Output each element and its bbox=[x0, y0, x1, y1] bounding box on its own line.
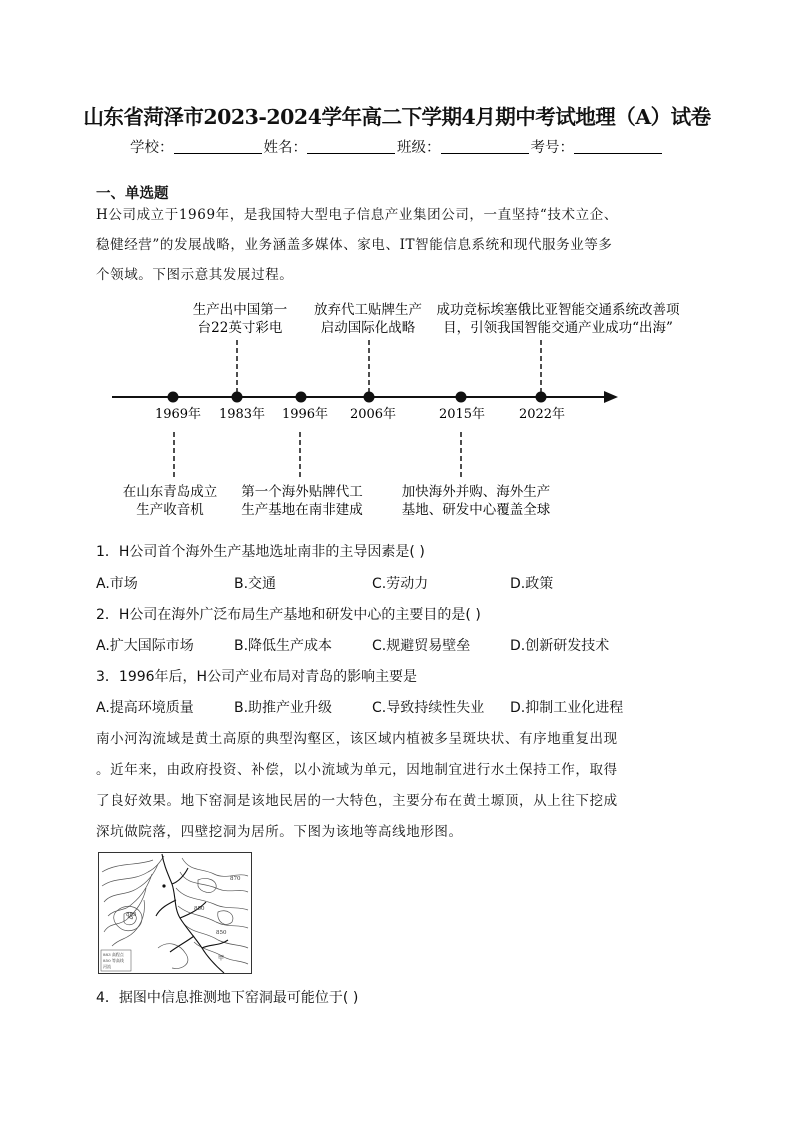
note-1996-line1: 第一个海外贴牌代工 bbox=[241, 484, 363, 500]
q3-option-b[interactable]: B.助推产业升级 bbox=[234, 700, 333, 716]
dot-1996 bbox=[296, 392, 307, 403]
note-2022-line2: 目，引领我国智能交通产业成功“出海” bbox=[443, 320, 673, 336]
note-2022-line1: 成功竞标埃塞俄比亚智能交通系统改善项 bbox=[436, 302, 680, 318]
note-2015-line2: 基地、研发中心覆盖全球 bbox=[401, 502, 551, 518]
school-label: 学校： bbox=[130, 140, 174, 156]
year-2015: 2015年 bbox=[438, 407, 486, 422]
timeline-arrowhead bbox=[604, 391, 618, 403]
year-2006: 2006年 bbox=[349, 407, 397, 422]
passage-1-line-3: 个领域。下图示意其发展过程。 bbox=[96, 267, 294, 283]
page-title: 山东省菏泽市2023-2024学年高二下学期4月期中考试地理（A）试卷 bbox=[83, 105, 711, 129]
question-3-stem: 3．1996年后，H公司产业布局对青岛的影响主要是 bbox=[96, 669, 418, 685]
note-1983-line1: 生产出中国第一 bbox=[192, 302, 288, 318]
passage-1-line-2: 稳健经营”的发展战略，业务涵盖多媒体、家电、IT智能信息系统和现代服务业等多 bbox=[96, 237, 613, 253]
map-label-870: 870 bbox=[230, 876, 241, 882]
q1-option-d[interactable]: D.政策 bbox=[510, 576, 554, 592]
q1-option-b[interactable]: B.交通 bbox=[234, 576, 277, 592]
q1-option-c[interactable]: C.劳动力 bbox=[372, 576, 429, 592]
class-label: 班级： bbox=[397, 140, 441, 156]
question-4-stem: 4．据图中信息推测地下窑洞最可能位于( ) bbox=[96, 990, 359, 1006]
note-2006-line2: 启动国际化战略 bbox=[320, 320, 416, 336]
year-1983: 1983年 bbox=[218, 407, 266, 422]
dot-2022 bbox=[536, 392, 547, 403]
map-label-850-b: 850 bbox=[216, 930, 227, 936]
q3-option-a[interactable]: A.提高环境质量 bbox=[96, 700, 194, 716]
legend-elevation: 883 高程点 bbox=[103, 952, 124, 957]
name-label: 姓名： bbox=[263, 140, 307, 156]
note-2006-line1: 放弃代工贴牌生产 bbox=[314, 302, 422, 318]
dot-2006 bbox=[364, 392, 375, 403]
passage-2-line-2: 。近年来，由政府投资、补偿，以小流域为单元，因地制宜进行水土保持工作，取得 bbox=[96, 762, 618, 778]
dot-1969 bbox=[168, 392, 179, 403]
q2-option-d[interactable]: D.创新研发技术 bbox=[510, 638, 610, 654]
student-info-row bbox=[0, 136, 794, 157]
q3-option-d[interactable]: D.抑制工业化进程 bbox=[510, 700, 624, 716]
year-1969: 1969年 bbox=[154, 407, 202, 422]
passage-2-line-4: 深坑做院落，四壁挖洞为居所。下图为该地等高线地形图。 bbox=[96, 824, 463, 840]
note-1969-line1: 在山东青岛成立 bbox=[122, 484, 218, 500]
map-point-marker bbox=[162, 884, 165, 887]
note-1996-line2: 生产基地在南非建成 bbox=[241, 502, 363, 518]
section-heading: 一、单选题 bbox=[96, 186, 169, 202]
year-1996: 1996年 bbox=[281, 407, 329, 422]
number-blank[interactable] bbox=[574, 139, 662, 154]
development-timeline bbox=[100, 296, 720, 524]
passage-1-line-1: H公司成立于1969年，是我国特大型电子信息产业集团公司，一直坚持“技术立企、 bbox=[96, 207, 618, 223]
dot-2015 bbox=[456, 392, 467, 403]
q2-option-c[interactable]: C.规避贸易壁垒 bbox=[372, 638, 471, 654]
q2-option-a[interactable]: A.扩大国际市场 bbox=[96, 638, 194, 654]
question-2-stem: 2．H公司在海外广泛布局生产基地和研发中心的主要目的是( ) bbox=[96, 607, 481, 623]
note-1969-line2: 生产收音机 bbox=[136, 502, 204, 518]
year-2022: 2022年 bbox=[518, 407, 566, 422]
name-blank[interactable] bbox=[307, 139, 395, 154]
map-label-850-a: 850 bbox=[194, 906, 205, 912]
class-blank[interactable] bbox=[441, 139, 529, 154]
passage-2-line-1: 南小河沟流域是黄土高原的典型沟壑区，该区域内植被多呈斑块状、有序地重复出现 bbox=[96, 731, 618, 747]
contour-map bbox=[98, 852, 252, 974]
number-label: 考号： bbox=[530, 140, 574, 156]
map-legend bbox=[101, 950, 131, 971]
note-2015-line1: 加快海外并购、海外生产 bbox=[401, 484, 551, 500]
map-label-885: 885 bbox=[126, 912, 137, 918]
passage-2-line-3: 了良好效果。地下窑洞是该地民居的一大特色，主要分布在黄土塬顶，从上往下挖成 bbox=[96, 793, 618, 809]
legend-contour: 850 等高线 bbox=[103, 958, 124, 963]
dot-1983 bbox=[232, 392, 243, 403]
q1-option-a[interactable]: A.市场 bbox=[96, 576, 138, 592]
legend-river: 河流 bbox=[103, 964, 111, 969]
q2-option-b[interactable]: B.降低生产成本 bbox=[234, 638, 333, 654]
map-label-jia: 甲 bbox=[218, 955, 225, 962]
school-blank[interactable] bbox=[174, 139, 262, 154]
q3-option-c[interactable]: C.导致持续性失业 bbox=[372, 700, 485, 716]
question-1-stem: 1．H公司首个海外生产基地选址南非的主导因素是( ) bbox=[96, 544, 425, 560]
note-1983-line2: 台22英寸彩电 bbox=[197, 320, 283, 336]
